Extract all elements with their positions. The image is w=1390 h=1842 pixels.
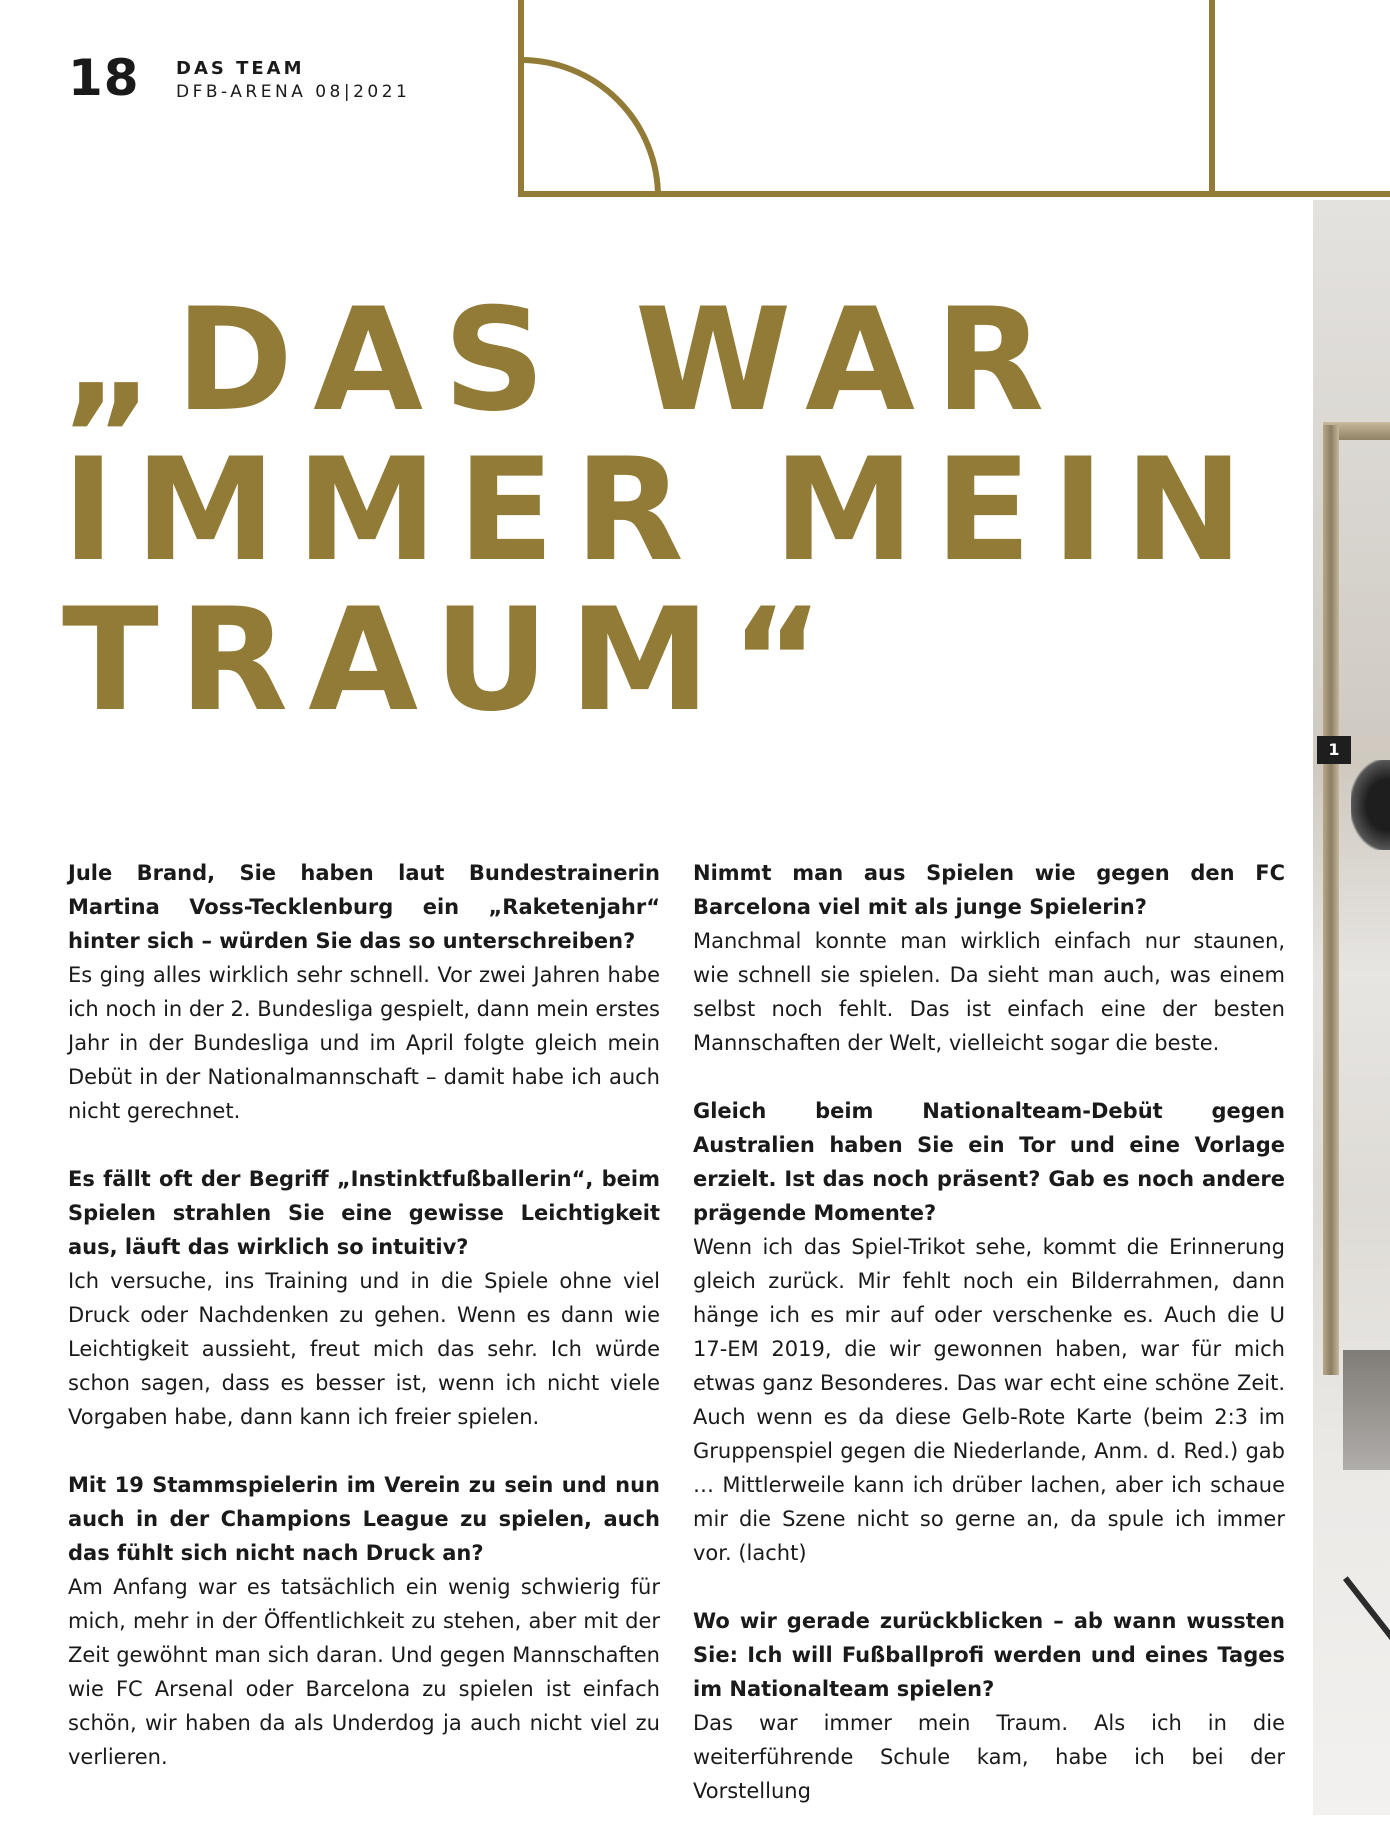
headline-line: „DAS WAR bbox=[62, 278, 1065, 443]
interview-answer: Ich versuche, ins Training und in die Spiele ohne viel Druck oder Nachdenken zu gehen. Wenn es dann wie Leichtigkeit aussieht, freut mich das sehr. Ich würde schon sagen, dass es besser ist, wenn ich nicht viele Vorgaben habe, dann kann ich freier spielen. bbox=[68, 1269, 660, 1429]
issue-label: DFB-ARENA 08|2021 bbox=[176, 82, 411, 102]
interview-question: Nimmt man aus Spielen wie gegen den FC Barcelona viel mit als junge Spielerin? bbox=[693, 861, 1285, 919]
interview-block bbox=[68, 856, 660, 1128]
headline-quote bbox=[62, 278, 1362, 743]
interview-block bbox=[68, 1468, 660, 1774]
article-column-left bbox=[68, 856, 660, 1808]
interview-question: Jule Brand, Sie haben laut Bundestrainerin Martina Voss-Tecklenburg ein „Raketenjahr“ hinter sich – würden Sie das so unterschreiben? bbox=[68, 861, 660, 953]
interview-block bbox=[693, 856, 1285, 1060]
section-title: DAS TEAM bbox=[176, 58, 305, 79]
interview-block bbox=[693, 1094, 1285, 1570]
interview-answer: Das war immer mein Traum. Als ich in die weiterführende Schule kam, habe ich bei der Vorstellung bbox=[693, 1711, 1285, 1803]
headline-line: TRAUM“ bbox=[62, 578, 844, 743]
interview-question: Gleich beim Nationalteam-Debüt gegen Australien haben Sie ein Tor und eine Vorlage erzielt. Ist das noch präsent? Gab es noch andere prägende Momente? bbox=[693, 1099, 1285, 1225]
interview-answer: Am Anfang war es tatsächlich ein wenig schwierig für mich, mehr in der Öffentlichkeit zu stehen, aber mit der Zeit gewöhnt man sich daran. Und gegen Mannschaften wie FC Arsenal oder Barcelona zu spielen ist einfach schön, wir haben da als Underdog ja auch nicht viel zu verlieren. bbox=[68, 1575, 660, 1769]
interview-question: Wo wir gerade zurückblicken – ab wann wussten Sie: Ich will Fußballprofi werden und eines Tages im Nationalteam spielen? bbox=[693, 1609, 1285, 1701]
interview-question: Mit 19 Stammspielerin im Verein zu sein und nun auch in der Champions League zu spielen, auch das fühlt sich nicht nach Druck an? bbox=[68, 1473, 660, 1565]
headline-line: IMMER MEIN bbox=[62, 428, 1264, 593]
interview-question: Es fällt oft der Begriff „Instinktfußballerin“, beim Spielen strahlen Sie eine gewisse Leichtigkeit aus, läuft das wirklich so intuitiv? bbox=[68, 1167, 660, 1259]
interview-answer: Es ging alles wirklich sehr schnell. Vor zwei Jahren habe ich noch in der 2. Bundesliga gespielt, dann mein erstes Jahr in der Bundesliga und im April folgte gleich mein Debüt in der Nationalmannschaft – damit habe ich auch nicht gerechnet. bbox=[68, 963, 660, 1123]
interview-block bbox=[693, 1604, 1285, 1808]
interview-answer: Manchmal konnte man wirklich einfach nur staunen, wie schnell sie spielen. Da sieht man auch, was einem selbst noch fehlt. Das ist einfach eine der besten Mannschaften der Welt, vielleicht sogar die beste. bbox=[693, 929, 1285, 1055]
photo-number-badge: 1 bbox=[1317, 736, 1351, 764]
page-number: 18 bbox=[68, 49, 140, 107]
article-column-right bbox=[693, 856, 1285, 1842]
interview-block bbox=[68, 1162, 660, 1434]
interview-answer: Wenn ich das Spiel-Trikot sehe, kommt die Erinnerung gleich zurück. Mir fehlt noch ein Bilderrahmen, dann hänge ich es mir auf oder verschenke es. Auch die U 17-EM 2019, die wir gewonnen haben, war für mich etwas ganz Besonderes. Das war echt eine schöne Zeit. Auch wenn es da diese Gelb-Rote Karte (beim 2:3 im Gruppenspiel gegen die Niederlande, Anm. d. Red.) gab … Mittlerweile kann ich drüber lachen, aber ich schaue mir die Szene nicht so gerne an, da spule ich immer vor. (lacht) bbox=[693, 1235, 1285, 1565]
